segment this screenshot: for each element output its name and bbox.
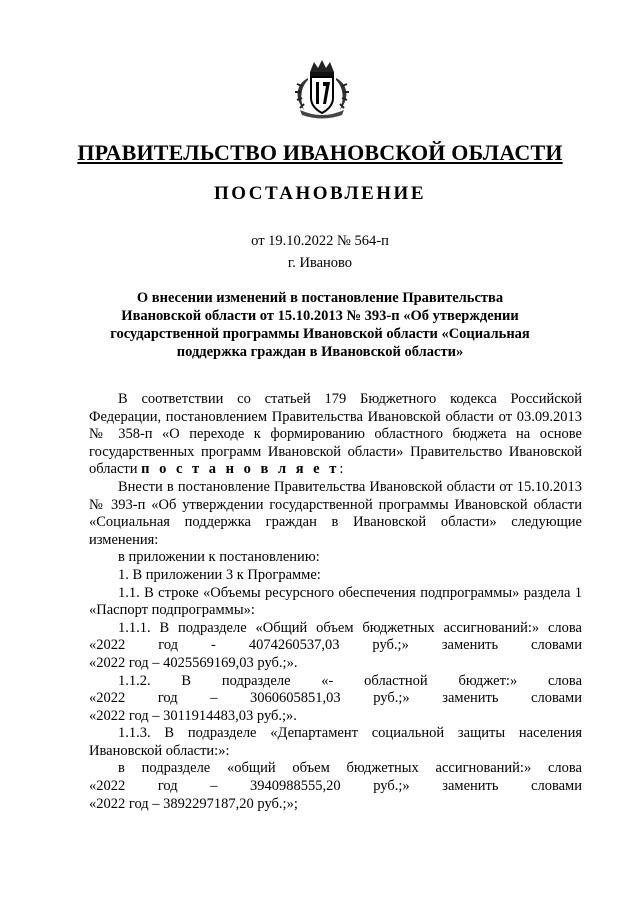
title-line: О внесении изменений в постановление Правительства xyxy=(136,290,504,306)
preamble-paragraph xyxy=(89,391,582,479)
item-1-1-2: 1.1.2. В подразделе «- областной бюджет:» слова xyxy=(118,672,582,689)
item-1-1-1-new: «2022 год – 4025569169,03 руб.;». xyxy=(89,654,298,671)
title-line: поддержка граждан в Ивановской области» xyxy=(176,344,464,360)
date-number: от 19.10.2022 № 564-п xyxy=(251,233,389,249)
item-1-1: 1.1. В строке «Объемы ресурсного обеспечения подпрограммы» раздела 1 «Паспорт подпрограммы»: xyxy=(89,584,582,619)
preamble-text: В соответствии со статьей 179 Бюджетного кодекса Российской Федерации, постановлением Правительства Ивановской области от 03.09.2013 № 358-п «О переходе к формированию областного бюджета на основе государственных программ Ивановской области» Правительство Ивановской области xyxy=(89,391,582,478)
title-line: государственной программы Ивановской области «Социальная xyxy=(110,326,530,342)
intro-paragraph: Внести в постановление Правительства Ивановской области от 15.10.2013 № 393-п «Об утверждении государственной программы Ивановской области «Социальная поддержка граждан в Ивановской области» следующие изменения: xyxy=(89,478,582,548)
item-1-1-2-new: «2022 год – 3011914483,03 руб.;». xyxy=(89,707,297,724)
resolution-body xyxy=(89,391,582,813)
item-1-1-2-old: «2022 год – 3060605851,03 руб.;» заменить словами xyxy=(89,690,582,707)
coat-of-arms-icon xyxy=(290,58,354,120)
item-1-1-3: 1.1.3. В подразделе «Департамент социальной защиты населения Ивановской области:»: xyxy=(89,725,582,759)
sub-item-new: «2022 год – 3892297187,20 руб.;»; xyxy=(89,795,298,812)
document-type: ПОСТАНОВЛЕНИЕ xyxy=(213,183,427,204)
sub-item-old: «2022 год – 3940988555,20 руб.;» заменить словами xyxy=(89,778,582,795)
resolves-suffix: : xyxy=(339,461,344,478)
resolves-word: п о с т а н о в л я е т xyxy=(141,461,340,478)
item-1: 1. В приложении 3 к Программе: xyxy=(118,566,321,583)
title-line: Ивановской области от 15.10.2013 № 393-п «Об утверждении xyxy=(121,308,519,324)
government-name: ПРАВИТЕЛЬСТВО ИВАНОВСКОЙ ОБЛАСТИ xyxy=(77,140,563,165)
resolution-title xyxy=(70,289,570,361)
city: г. Иваново xyxy=(287,255,353,271)
item-1-1-1: 1.1.1. В подразделе «Общий объем бюджетных ассигнований:» слова xyxy=(118,619,582,636)
item-1-1-1-old: «2022 год - 4074260537,03 руб.;» заменить словами xyxy=(89,637,582,654)
sub-item: в подразделе «общий объем бюджетных ассигнований:» слова xyxy=(118,760,582,777)
annex-paragraph: в приложении к постановлению: xyxy=(118,549,320,566)
